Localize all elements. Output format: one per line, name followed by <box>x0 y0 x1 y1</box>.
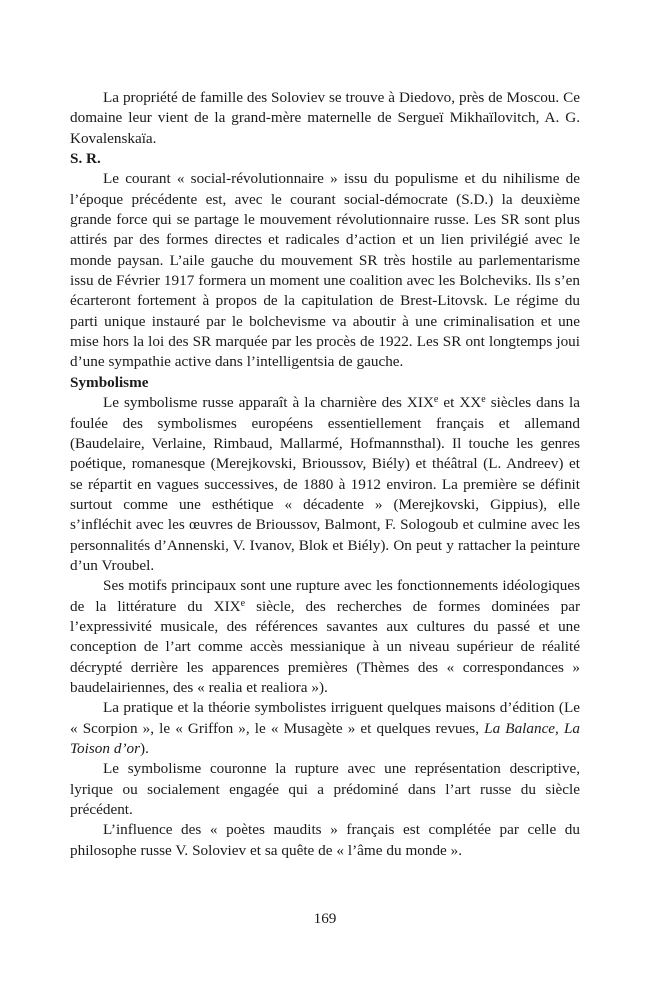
paragraph-symbolisme-editions <box>70 698 580 759</box>
paragraph-sr-description: Le courant « social-révolutionnaire » issu du populisme et du nihilisme de l’époque précédente est, avec le courant social-démocrate (S.D.) la deuxième grande force qui se partage le mouvement révolutionnaire russe. Les SR sont plus attirés par des formes directes et radicales d’action et un lien privilégié avec le monde paysan. L’aile gauche du mouvement SR très hostile au parlementarisme issu de Février 1917 formera un moment une coalition avec les Bolcheviks. Ils s’en écarteront fortement à propos de la capitulation de Brest-Litovsk. Le régime du parti unique instauré par le bolchevisme va aboutir à une criminalisation et une mise hors la loi des SR marquée par les procès de 1922. Les SR ont longtemps joui d’une sympathie active dans l’intelligentsia de gauche. <box>70 170 580 371</box>
text-column <box>70 88 580 861</box>
symbolisme-motifs-text-2: siècle, des recherches de formes dominées par l’expressivité musicale, des références savantes aux cultures du passé et une conception de l’art comme accès messianique à un niveau supérieur de réalité décrypté derrière les apparences premières (Thèmes des « correspondances » baudelairiennes, des « realia et realiora »). <box>70 597 581 696</box>
journal-titles-italic: La Balance, La Toison d’or <box>70 719 580 757</box>
paragraph-symbolisme-influence: L’influence des « poètes maudits » français est complétée par celle du philosophe russe V. Soloviev et sa quête de « l’âme du monde ». <box>70 821 580 859</box>
symbolisme-overview-text-1: Le symbolisme russe apparaît à la charnière des XIX <box>103 394 434 412</box>
section-heading-symbolisme: Symbolisme <box>70 373 149 391</box>
symbolisme-overview-text-3: siècles dans la foulée des symbolismes européens essentiellement français et allemand (Baudelaire, Verlaine, Rimbaud, Mallarmé, Hofmannsthal). Il touche les genres poétique, romanesque (Merejkovski, Brioussov, Biély) et théâtral (L. Andreev) et se répartit en vagues successives, de 1880 à 1912 environ. La première se définit surtout comme une esthétique « décadente » (Merejkovski, Gippius), elle s’infléchit avec les œuvres de Brioussov, Balmont, F. Sologoub et culmine avec les personnalités d’Annenski, V. Ivanov, Blok et Biély). On peut y rattacher la peinture d’un Vroubel. <box>70 394 580 574</box>
symbolisme-overview-text-2: et XX <box>438 394 482 412</box>
ordinal-suffix-icon: e <box>433 393 439 405</box>
ordinal-suffix-icon: e <box>481 393 486 405</box>
paragraph-soloviev-estate: La propriété de famille des Soloviev se trouve à Diedovo, près de Moscou. Ce domaine leur vient de la grand-mère maternelle de Sergueï Mikhaïlovitch, A. G. Kovalenskaïa. <box>70 89 580 147</box>
page-number: 169 <box>313 910 337 927</box>
paragraph-symbolisme-motifs <box>70 576 580 698</box>
symbolisme-editions-text-1: La pratique et la théorie symbolistes irriguent quelques maisons d’édition (Le « Scorpion », le « Griffon », le « Musagète » et quelques revues, <box>70 699 580 737</box>
symbolisme-motifs-text-1: Ses motifs principaux sont une rupture avec les fonctionnements idéologiques de la littérature du XIX <box>70 577 580 615</box>
paragraph-symbolisme-rupture: Le symbolisme couronne la rupture avec une représentation descriptive, lyrique ou socialement engagée qui a prédominé dans l’art russe du siècle précédent. <box>70 760 580 819</box>
paragraph-symbolisme-overview <box>70 393 580 576</box>
symbolisme-editions-text-2: ). <box>140 740 149 757</box>
section-heading-sr: S. R. <box>70 150 101 168</box>
ordinal-suffix-icon: e <box>240 597 246 609</box>
